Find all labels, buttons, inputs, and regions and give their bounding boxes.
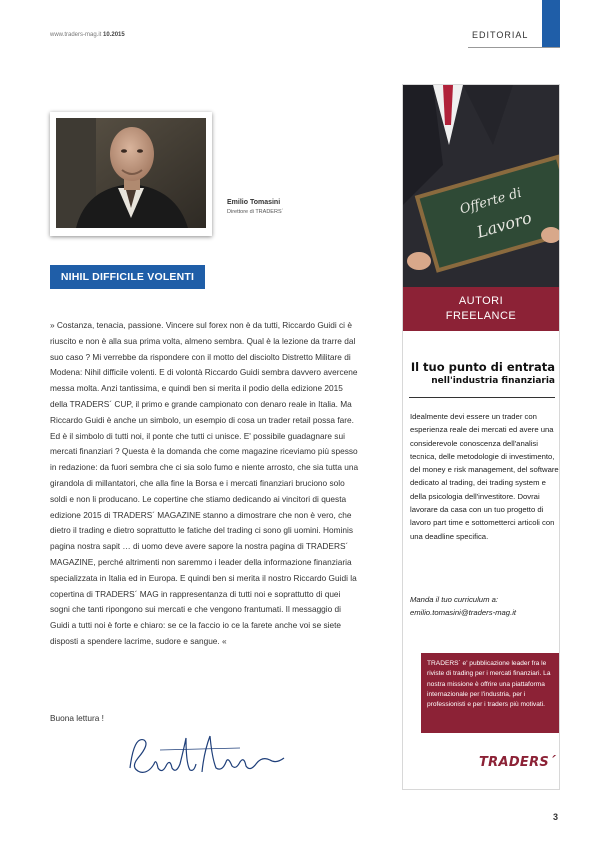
article-title: NIHIL DIFFICILE VOLENTI (60, 271, 195, 283)
author-signature (120, 728, 290, 788)
issue-number: 10.2015 (103, 32, 125, 38)
article-title-box (50, 265, 205, 289)
banner-line-1: AUTORI (458, 295, 504, 307)
ad-divider (409, 397, 555, 398)
traders-logo: TRADERS´ (479, 755, 556, 770)
ad-body-text: Idealmente devi essere un trader con esperienza reale dei mercati ed avere una considerevole conoscenza dell'analisi tecnica, delle metodologie di investimento, del money e risk management, del software dedicato al trading, dei trading system e della psicologia dell'investitore. Dovrai lavorare da casa con un tuo progetto di lavoro part time e sottometterci articoli con una deadline specifica. (410, 412, 559, 541)
author-role: Direttore di TRADERS´ (227, 209, 284, 215)
ad-info-box: TRADERS´ e' pubblicazione leader fra le riviste di trading per i mercati finanziari. La nostra missione è offrire una piattaforma internazionale per l'industria, per i professionisti e per i traders più motivati. (421, 653, 559, 733)
ad-headline (409, 360, 555, 388)
page-number: 3 (553, 812, 559, 822)
contact-label: Manda il tuo curriculum a: (410, 595, 499, 604)
section-label: EDITORIAL (472, 30, 529, 40)
chalkboard-text-1: Offerte di (458, 185, 524, 218)
article-body (50, 318, 362, 650)
author-photo-frame (50, 112, 212, 236)
header-divider (468, 47, 560, 48)
ad-chalkboard-image (403, 85, 559, 287)
ad-headline-line-2: nell'industria finanziaria (431, 376, 555, 386)
author-name: Emilio Tomasini (227, 199, 281, 206)
banner-line-2: FREELANCE (445, 310, 517, 322)
ad-contact (410, 593, 516, 620)
section-tab (542, 0, 560, 47)
closing-line: Buona lettura ! (50, 713, 104, 723)
job-ad-panel (402, 84, 560, 790)
author-photo (56, 118, 206, 228)
ad-banner (403, 287, 559, 331)
contact-email-link[interactable]: emilio.tomasini@traders-mag.it (410, 608, 517, 618)
article-paragraph: » Costanza, tenacia, passione. Vincere sul forex non è da tutti, Riccardo Guidi ci è riuscito e non è alla sua prima volta, almeno sembra. Qual è la lezione da trarre dal suo caso ? Mi verrebbe da rispondere con il motto del disciolto Distretto Militare di Modena: Nihil difficile volenti. E di volontà Riccardo Guidi sembra davvero avercene messa molta. Anzi tantissima, e quindi ben si merita il podio della edizione 2015 della TRADERS´ CUP, il primo e grande campionato con denaro reale in Italia. Ma Riccardo Guidi è anche un simbolo, un esempio di cosa un trader retail possa fare. Ed è il simbolo di tutti noi, il ponte che tutti ci unisce. E' possibile guadagnare sui mercati finanziari ? Questa è la domanda che come magazine riceviamo più spesso in redazione: da fuori sembra che ci sia solo fumo e niente arrosto, che sia tutta una girandola di millantatori, che alla fine la Borsa e i mercati finanziari bruciono solo soldi e non li producano. Le copertine che stiamo dedicando ai vincitori di questa edizione 2015 di TRADERS´ MAGAZINE stanno a dimostrare che non è vero, che dietro il trading e dietro soprattutto le fatiche del trading ci sono gli uomini. Hominis pagina nostra sapit … di uomo deve avere sapore la nostra pagina di TRADERS´ MAGAZINE, perché altrimenti non saremmo i leader della informazione finanziaria specializzata in Italia ed in Europa. E quindi ben si merita il nostro Riccardo Guidi la copertina di TRADERS´ MAG in rappresentanza di tutti noi e soprattutto di quei sogni che tanti ripongono sui mercati e che vengono frantumati. Il messaggio di Guidi a tutti noi è forte e chiaro: se ce la faccio io ce la farete anche voi se siete disposti a spendere lacrime, sudore e sangue. « (50, 320, 359, 646)
chalkboard-text-2: Lavoro (474, 207, 534, 242)
header-url-line (50, 32, 125, 38)
site-url: www.traders-mag.it (50, 32, 102, 38)
ad-headline-line-1: Il tuo punto di entrata (410, 360, 555, 374)
